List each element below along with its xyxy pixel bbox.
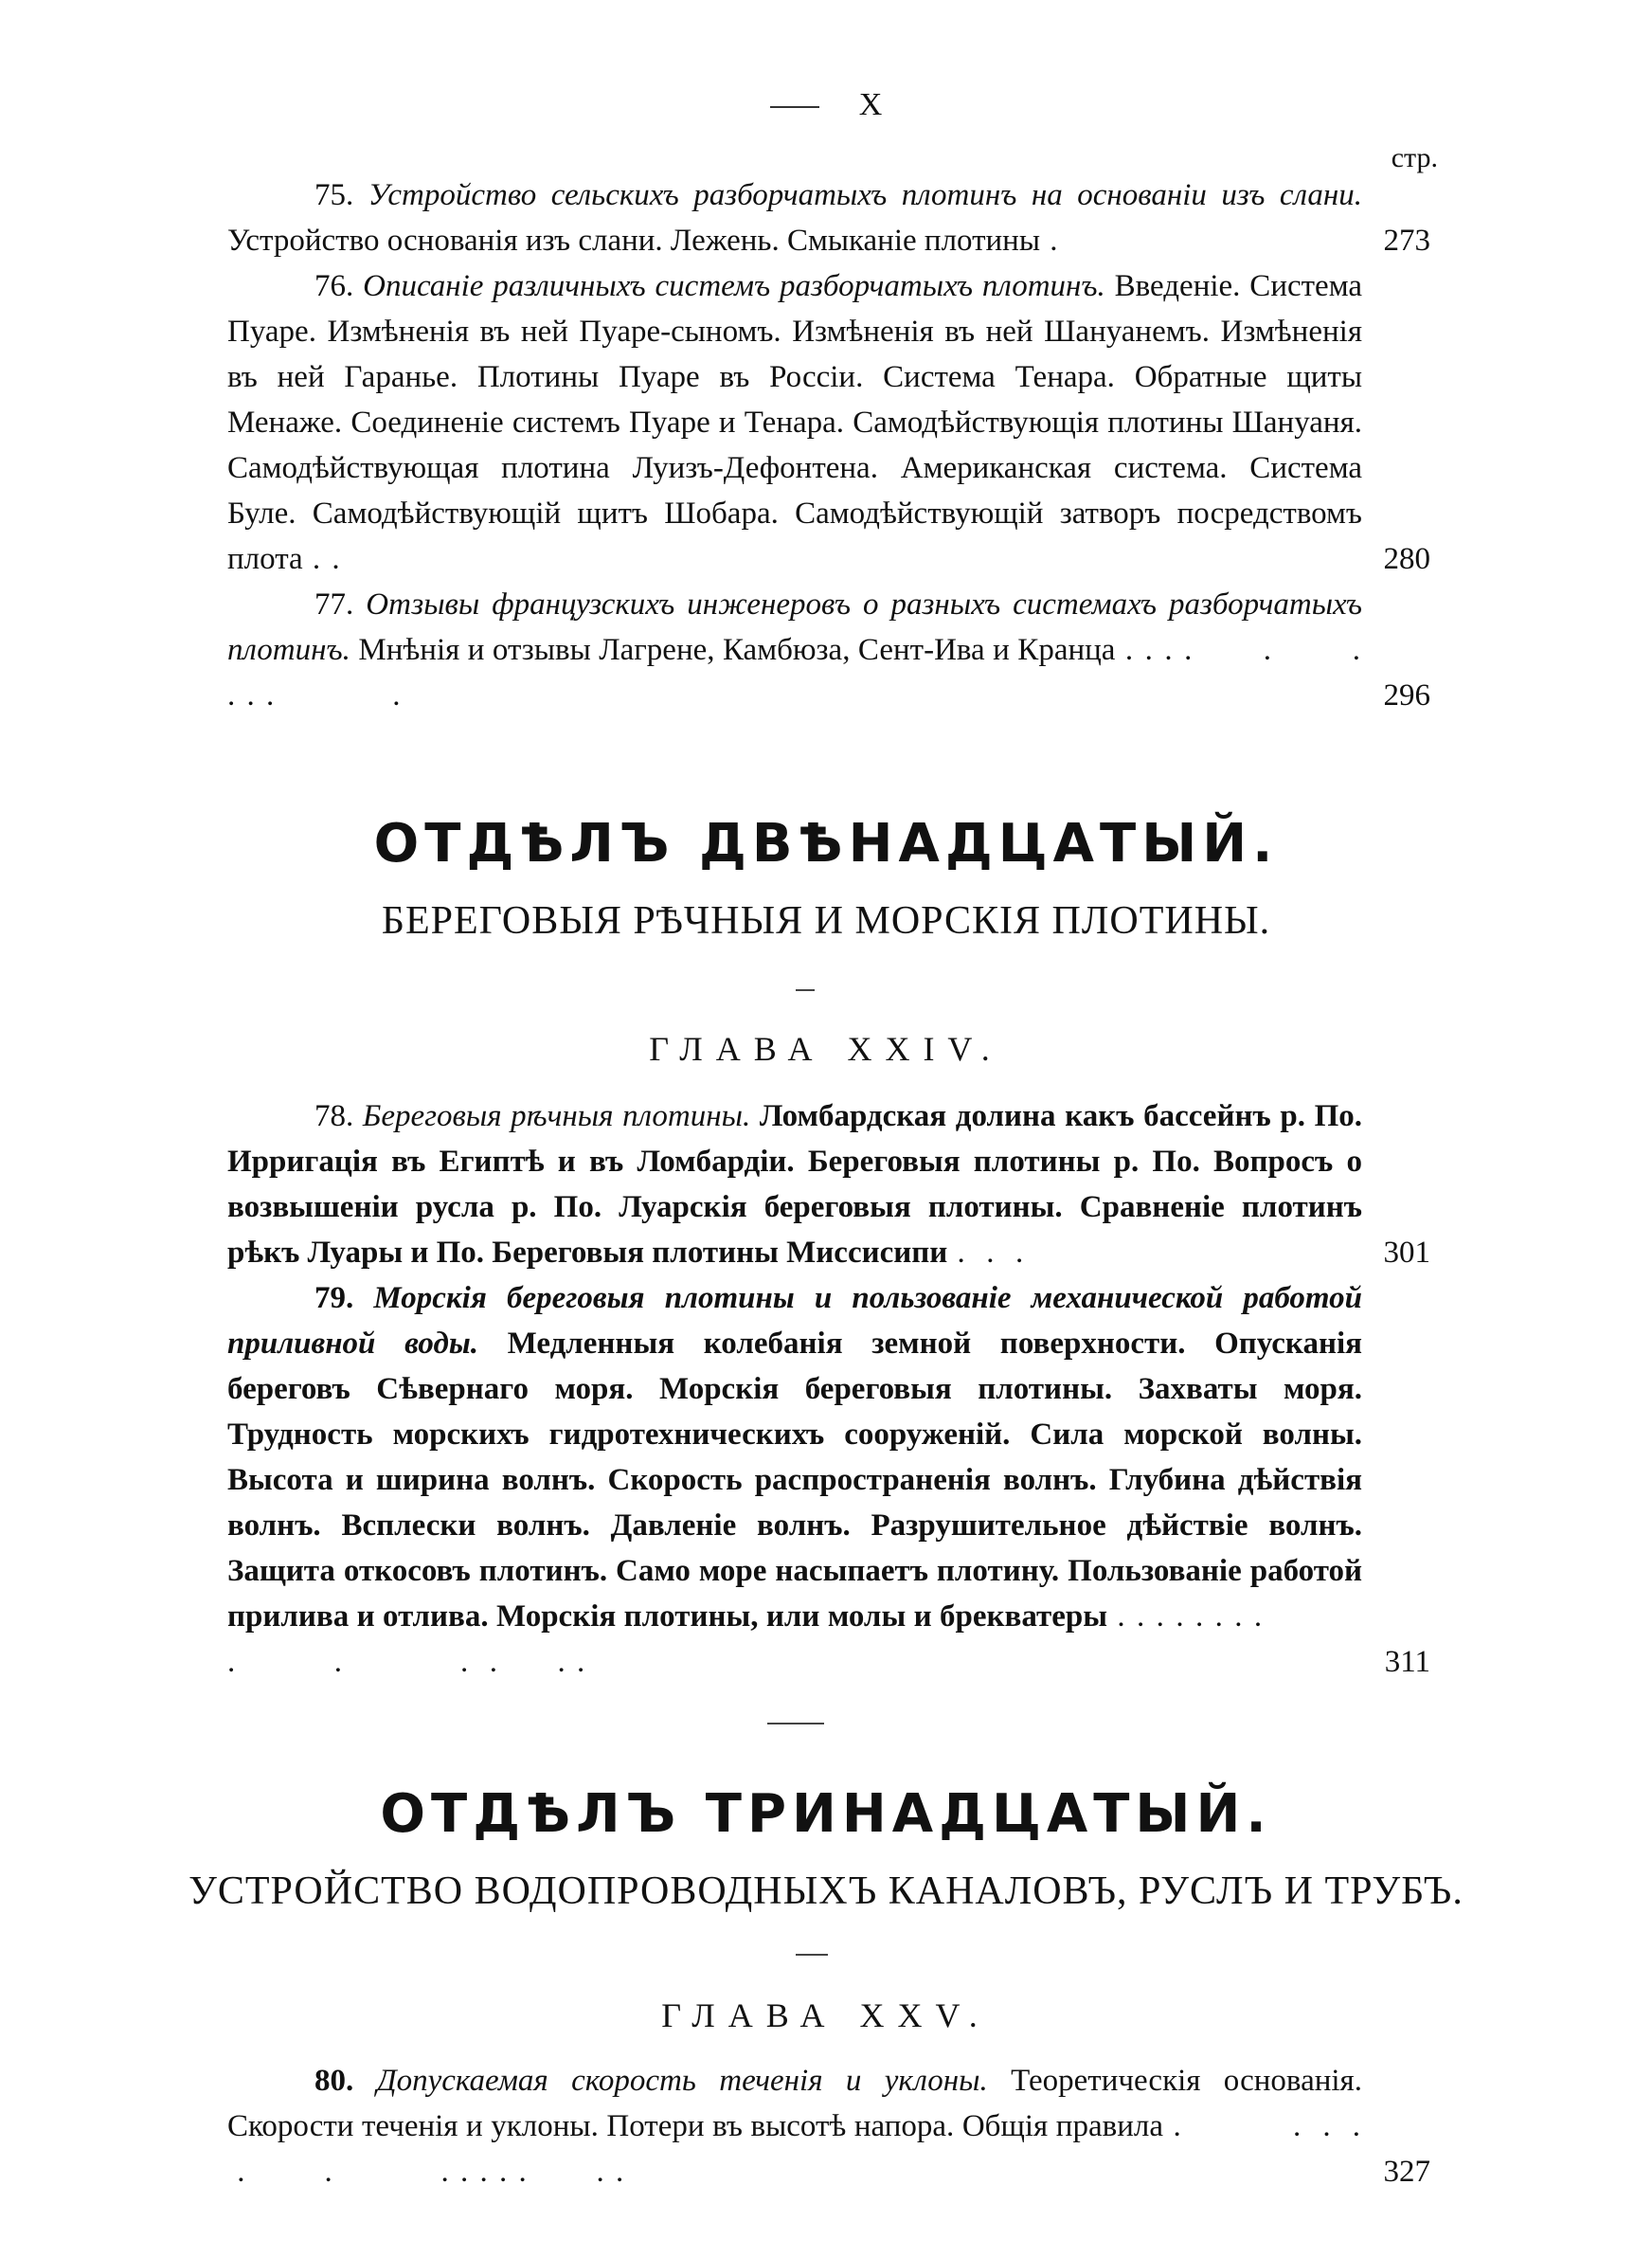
page-header: [0, 87, 1652, 123]
section-subtitle-12: БЕРЕГОВЫЯ РѢЧНЫЯ И МОРСКІЯ ПЛОТИНЫ.: [381, 899, 1271, 943]
entry-number: 77.: [314, 587, 354, 622]
toc-entry-79: 79. Морскія береговыя плотины и пользованіе механической работой приливной воды. Медленныя колебанія земной поверхности. Опусканія береговъ Сѣвернаго моря. Морскія береговыя плотины. Захваты моря. Трудность морскихъ гидротехническихъ сооруженій. Сила морской волны. Высота и ширина волнъ. Скорость распространенія волнъ. Глубина дѣйствія волнъ. Всплески волнъ. Давленіе волнъ. Разрушительное дѣйствіе волнъ. Защита откосовъ плотинъ. Само море насыпаетъ плотину. Пользованіе работой прилива и отлива. Морскія плотины, или молы и брекватеры . . . . . . . . . . . . . . 311: [227, 1275, 1362, 1685]
section-title-13: ОТДѢЛЪ ТРИНАДЦАТЫЙ.: [380, 1783, 1272, 1845]
entry-page: 296: [1383, 678, 1430, 713]
entry-number: 78.: [314, 1099, 354, 1133]
entry-number: 79.: [314, 1281, 354, 1315]
section-subtitle-13: УСТРОЙСТВО ВОДОПРОВОДНЫХЪ КАНАЛОВЪ, РУСЛЪ И ТРУБЪ.: [189, 1869, 1463, 1913]
entry-page: 311: [1384, 1645, 1430, 1679]
entry-body: Мнѣнія и отзывы Лагрене, Камбюза, Сент-Ива и Кранца: [358, 633, 1116, 667]
entry-number: 76.: [314, 269, 354, 303]
toc-entry-76: 76. Описаніе различныхъ системъ разборчатыхъ плотинъ. Введеніе. Система Пуаре. Измѣненія въ ней Пуаре-сыномъ. Измѣненія въ ней Шануанемъ. Измѣненія въ ней Гаранье. Плотины Пуаре въ Россіи. Система Тенара. Обратные щиты Менаже. Соединеніе системъ Пуаре и Тенара. Самодѣйствующія плотины Шануаня. Самодѣйствующая плотина Луизъ-Дефонтена. Американская система. Система Буле. Самодѣйствующій щитъ Шобара. Самодѣйствующій затворъ посредствомъ плота . . 280: [227, 263, 1362, 582]
page-number: X: [858, 87, 883, 122]
entry-title: Устройство сельскихъ разборчатыхъ плотинъ на основаніи изъ слани.: [368, 178, 1362, 212]
entry-page: 301: [1383, 1236, 1430, 1270]
entry-title: Описаніе различныхъ системъ разборчатыхъ плотинъ.: [363, 269, 1105, 303]
entry-number: 80.: [314, 2064, 354, 2098]
toc-entry-75: 75. Устройство сельскихъ разборчатыхъ плотинъ на основаніи изъ слани. Устройство основанія изъ слани. Лежень. Смыканіе плотины . 273: [227, 172, 1362, 263]
section-title-12: ОТДѢЛЪ ДВѢНАДЦАТЫЙ.: [373, 813, 1279, 875]
entry-body: Устройство основанія изъ слани. Лежень. Смыканіе плотины: [227, 224, 1041, 258]
divider: [767, 1723, 824, 1724]
entry-page: 273: [1383, 224, 1430, 258]
divider: [796, 1954, 828, 1956]
entry-body: Медленныя колебанія земной поверхности. Опусканія береговъ Сѣвернаго моря. Морскія береговыя плотины. Захваты моря. Трудность морскихъ гидротехническихъ сооруженій. Сила морской волны. Высота и ширина волнъ. Скорость распространенія волнъ. Глубина дѣйствія волнъ. Всплески волнъ. Давленіе волнъ. Разрушительное дѣйствіе волнъ. Защита откосовъ плотинъ. Само море насыпаетъ плотину. Пользованіе работой прилива и отлива. Морскія плотины, или молы и брекватеры: [227, 1327, 1362, 1634]
entry-title: Допускаемая скорость теченія и уклоны.: [376, 2064, 988, 2098]
divider: [796, 989, 815, 991]
entry-body: Ломбардская долина какъ бассейнъ р. По. Ирригація въ Египтѣ и въ Ломбардіи. Береговыя плотины р. По. Вопросъ о возвышеніи русла р. По. Луарскія береговыя плотины. Сравненіе плотинъ рѣкъ Луары и По. Береговыя плотины Миссисипи: [227, 1099, 1363, 1270]
header-dash: [770, 106, 819, 108]
entry-title: Морскія береговыя плотины и пользованіе механической работой приливной воды.: [227, 1281, 1363, 1361]
toc-entry-78: 78. Береговыя рѣчныя плотины. Ломбардская долина какъ бассейнъ р. По. Ирригація въ Египтѣ и въ Ломбардіи. Береговыя плотины р. По. Вопросъ о возвышеніи русла р. По. Луарскія береговыя плотины. Сравненіе плотинъ рѣкъ Луары и По. Береговыя плотины Миссисипи . . . 301: [227, 1093, 1362, 1275]
chapter-heading-25: ГЛАВА XXV.: [661, 1996, 991, 2034]
entry-page: 327: [1383, 2155, 1430, 2189]
toc-entry-77: 77. Отзывы французскихъ инженеровъ о разныхъ системахъ разборчатыхъ плотинъ. Мнѣнія и отзывы Лагрене, Камбюза, Сент-Ива и Кранца . . . . . . . . . . 296: [227, 582, 1362, 718]
toc-entry-80: 80. Допускаемая скорость теченія и уклоны. Теоретическія основанія. Скорости теченія и уклоны. Потери въ высотѣ напора. Общія правила . . . . . . . . . . . . . 327: [227, 2058, 1362, 2194]
chapter-heading-24: ГЛАВА XXIV.: [649, 1030, 1003, 1068]
entry-number: 75.: [314, 178, 354, 212]
entry-page: 280: [1383, 542, 1430, 576]
entry-body: Введеніе. Система Пуаре. Измѣненія въ ней Пуаре-сыномъ. Измѣненія въ ней Шануанемъ. Измѣненія въ ней Гаранье. Плотины Пуаре въ Россіи. Система Тенара. Обратные щиты Менаже. Соединеніе системъ Пуаре и Тенара. Самодѣйствующія плотины Шануаня. Самодѣйствующая плотина Луизъ-Дефонтена. Американская система. Система Буле. Самодѣйствующій щитъ Шобара. Самодѣйствующій затворъ посредствомъ плота: [227, 269, 1362, 576]
entry-title: Береговыя рѣчныя плотины.: [362, 1099, 751, 1133]
entry-title: Отзывы французскихъ инженеровъ о разныхъ системахъ разборчатыхъ плотинъ.: [227, 587, 1363, 667]
entry-body: Теоретическія основанія. Скорости теченія и уклоны. Потери въ высотѣ напора. Общія правила: [227, 2064, 1362, 2143]
page-column-label: стр.: [1391, 142, 1438, 173]
